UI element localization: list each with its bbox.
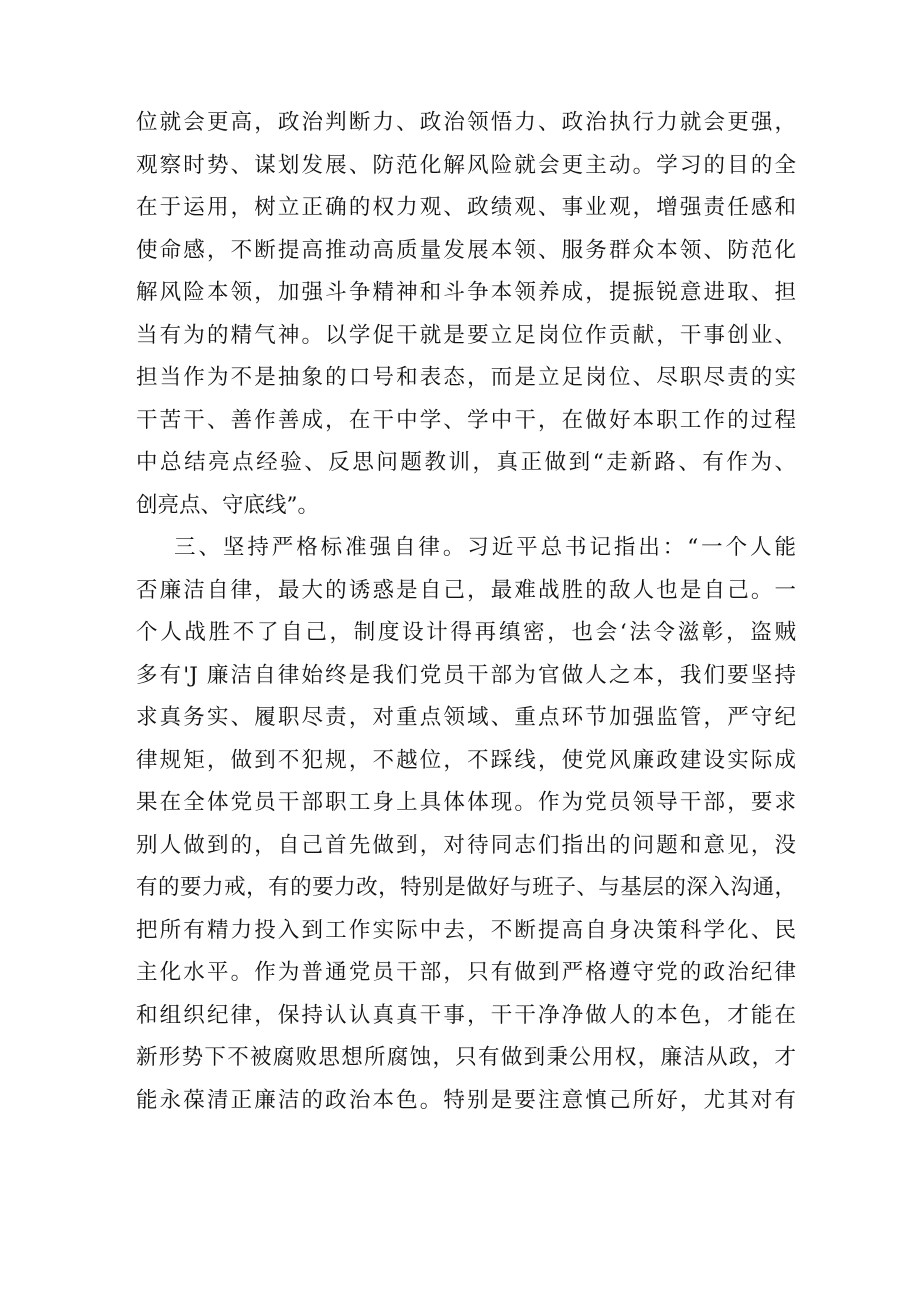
text-line: 担当作为不是抽象的口号和表态，而是立足岗位、尽职尽责的实 bbox=[136, 365, 796, 390]
section-heading-line: 三、坚持严格标准强自律。习近平总书记指出：“一个人能 bbox=[174, 535, 796, 560]
text-line: 多有'J 廉洁自律始终是我们党员干部为官做人之本，我们要坚持 bbox=[136, 662, 796, 688]
text-line: 和组织纪律，保持认认真真干事，干干净净做人的本色，才能在 bbox=[136, 1002, 796, 1028]
text-line: 使命感，不断提高推动高质量发展本领、服务群众本领、防范化 bbox=[136, 237, 796, 263]
text-line: 干苦干、善作善成，在干中学、学中干，在做好本职工作的过程 bbox=[136, 407, 796, 433]
text-line: 新形势下不被腐败思想所腐蚀，只有做到秉公用权，廉洁从政，才 bbox=[136, 1045, 796, 1070]
paragraph bbox=[136, 102, 796, 527]
text-line: 别人做到的，自己首先做到，对待同志们指出的问题和意见，没 bbox=[136, 832, 796, 858]
text-line: 求真务实、履职尽责，对重点领域、重点环节加强监管，严守纪 bbox=[136, 705, 796, 730]
text-line: 观察时势、谋划发展、防范化解风险就会更主动。学习的目的全 bbox=[136, 152, 796, 178]
text-line: 解风险本领，加强斗争精神和斗争本领养成，提振锐意进取、担 bbox=[136, 280, 796, 305]
text-line: 主化水平。作为普通党员干部，只有做到严格遵守党的政治纪律 bbox=[136, 960, 796, 985]
text-line: 果在全体党员干部职工身上具体体现。作为党员领导干部，要求 bbox=[136, 790, 796, 815]
text-line: 在于运用，树立正确的权力观、政绩观、事业观，增强责任感和 bbox=[136, 195, 796, 220]
text-line: 有的要力戒，有的要力改，特别是做好与班子、与基层的深入沟通， bbox=[136, 875, 796, 900]
text-line: 位就会更高，政治判断力、政治领悟力、政治执行力就会更强， bbox=[136, 110, 796, 135]
text-line: 当有为的精气神。以学促干就是要立足岗位作贡献，干事创业、 bbox=[136, 322, 796, 348]
text-line: 律规矩，做到不犯规，不越位，不踩线，使党风廉政建设实际成 bbox=[136, 747, 796, 773]
text-line: 个人战胜不了自己，制度设计得再缜密，也会‘法令滋彰，盗贼 bbox=[136, 620, 796, 645]
document-body bbox=[136, 102, 796, 1122]
text-line: 中总结亮点经验、反思问题教训，真正做到“走新路、有作为、 bbox=[136, 450, 796, 475]
text-line: 否廉洁自律，最大的诱惑是自己，最难战胜的敌人也是自己。一 bbox=[136, 577, 796, 603]
paragraph bbox=[136, 527, 796, 1122]
text-line: 把所有精力投入到工作实际中去，不断提高自身决策科学化、民 bbox=[136, 917, 796, 943]
text-line: 创亮点、守底线”。 bbox=[136, 492, 319, 518]
text-line: 能永葆清正廉洁的政治本色。特别是要注意慎己所好，尤其对有 bbox=[136, 1087, 796, 1113]
